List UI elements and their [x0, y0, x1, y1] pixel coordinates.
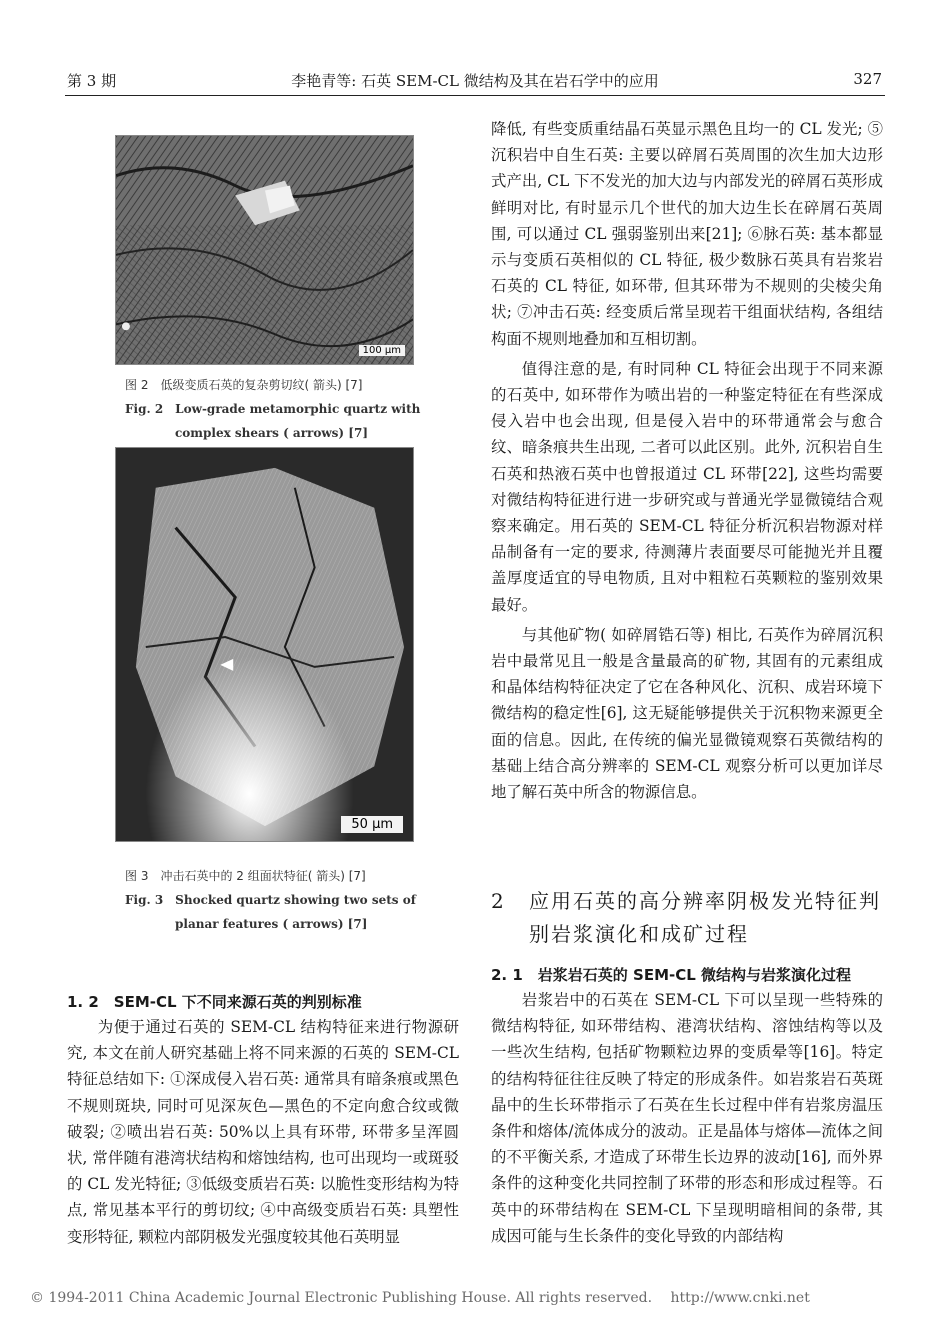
copyright-text: © 1994-2011 China Academic Journal Electronic Publishing House. All rights reserved.: [30, 1290, 653, 1306]
fig3-scale-bar: 50 μm: [341, 816, 403, 833]
fig2-scale-bar: 100 μm: [359, 345, 405, 356]
cnki-url[interactable]: http://www.cnki.net: [670, 1290, 810, 1306]
fig3-caption-en-1: Fig. 3 Shocked quartz showing two sets of: [125, 893, 416, 907]
figure-3-image: [115, 447, 414, 842]
section-2-heading: [491, 885, 883, 951]
section-1-2-heading: 1. 2 SEM-CL 下不同来源石英的判别标准: [67, 993, 362, 1011]
left-paragraph: 为便于通过石英的 SEM-CL 结构特征来进行物源研究, 本文在前人研究基础上将不同来源的石英的 SEM-CL 特征总结如下: ①深成侵入岩石英: 通常具有暗条痕或黑色不规则斑块, 同时可见深灰色—黑色的不定向愈合纹或微破裂; ②喷出岩石英: 50%以上具有环带, 环带多呈浑圆状, 常伴随有港湾状结构和熔蚀结构, 也可出现均一或斑驳的 CL 发光特征; ③低级变质岩石英: 以脆性变形结构为特点, 常见基本平行的剪切纹; ④中高级变质岩石英: 具塑性变形特征, 颗粒内部阴极发光强度较其他石英明显: [67, 1018, 459, 1246]
section-2-title: 应用石英的高分辨率阴极发光特征判别岩浆演化和成矿过程: [529, 889, 881, 946]
figure-2-caption: [125, 373, 425, 445]
fig3-caption-en-2: planar features ( arrows) [7]: [175, 917, 368, 931]
journal-issue: 第 3 期: [67, 72, 117, 90]
copyright-footer: [30, 1290, 824, 1306]
right-paragraph-2: 值得注意的是, 有时同种 CL 特征会出现于不同来源的石英中, 如环带作为喷出岩的一种鉴定特征在有些深成侵入岩中也会出现, 但是侵入岩中的环带通常会与愈合纹、暗条痕共生出现, 二者可以此区别。此外, 沉积岩自生石英和热液石英中也曾报道过 CL 环带[22], 这些均需要对微结构特征进行进一步研究或与普通光学显微镜结合观察来确定。用石英的 SEM-CL 特征分析沉积岩物源对样品制备有一定的要求, 待测薄片表面要尽可能抛光并且覆盖厚度适宜的导电物质, 且对中粗粒石英颗粒的鉴别效果最好。: [491, 359, 883, 614]
section-2-1-heading: 2. 1 岩浆岩石英的 SEM-CL 微结构与岩浆演化过程: [491, 966, 852, 984]
figure-3-caption: [125, 864, 425, 936]
right-paragraph-1: 降低, 有些变质重结晶石英显示黑色且均一的 CL 发光; ⑤沉积岩中自生石英: 主要以碎屑石英周围的次生加大边形式产出, CL 下不发光的加大边与内部发光的碎屑石英形成鲜明对比, 有时显示几个世代的加大边生长在碎屑石英周围, 可以通过 CL 强弱鉴别出来[21]; ⑥脉石英: 基本都显示与变质石英相似的 CL 特征, 极少数脉石英具有岩浆岩石英的 CL 特征, 如环带, 但其环带为不规则的尖棱尖角状; ⑦冲击石英: 经变质后常呈现若干组面状结构, 各组结构面不规则地叠加和互相切割。: [491, 120, 883, 348]
fig2-caption-en-1: Fig. 2 Low-grade metamorphic quartz with: [125, 402, 421, 416]
right-paragraph-4: 岩浆岩中的石英在 SEM-CL 下可以呈现一些特殊的微结构特征, 如环带结构、港湾状结构、溶蚀结构等以及一些次生结构, 包括矿物颗粒边界的变质晕等[16]。特定的结构特征往往反映了特定的形成条件。如岩浆岩石英斑晶中的生长环带指示了石英在生长过程中伴有岩浆房温压条件和熔体/流体成分的波动。正是晶体与熔体—流体之间的不平衡关系, 才造成了环带生长边界的波动[16], 而外界条件的这种变化共同控制了环带的形态和形成过程等。石英中的环带结构在 SEM-CL 下呈现明暗相间的条带, 其成因可能与生长条件的变化导致的内部结构: [491, 991, 883, 1245]
fig2-caption-en-2: complex shears ( arrows) [7]: [175, 426, 368, 440]
page-number: 327: [853, 70, 882, 88]
figure-2-image: [115, 135, 414, 365]
right-column-lower: [491, 963, 883, 1249]
right-column: [491, 116, 883, 805]
fig2-caption-cn: 图 2 低级变质石英的复杂剪切纹( 箭头) [7]: [125, 378, 363, 392]
running-title: 李艳青等: 石英 SEM-CL 微结构及其在岩石学中的应用: [291, 72, 659, 90]
header-rule: [65, 95, 885, 96]
fig3-caption-cn: 图 3 冲击石英中的 2 组面状特征( 箭头) [7]: [125, 869, 366, 883]
section-2-number: 2: [491, 889, 506, 913]
left-column: [67, 990, 459, 1250]
right-paragraph-3: 与其他矿物( 如碎屑锆石等) 相比, 石英作为碎屑沉积岩中最常见且一般是含量最高的矿物, 其固有的元素组成和晶体结构特征决定了它在各种风化、沉积、成岩环境下微结构的稳定性[6], 这无疑能够提供关于沉积物来源更全面的信息。因此, 在传统的偏光显微镜观察石英微结构的基础上结合高分辨率的 SEM-CL 观察分析可以更加详尽地了解石英中所含的物源信息。: [491, 625, 883, 802]
